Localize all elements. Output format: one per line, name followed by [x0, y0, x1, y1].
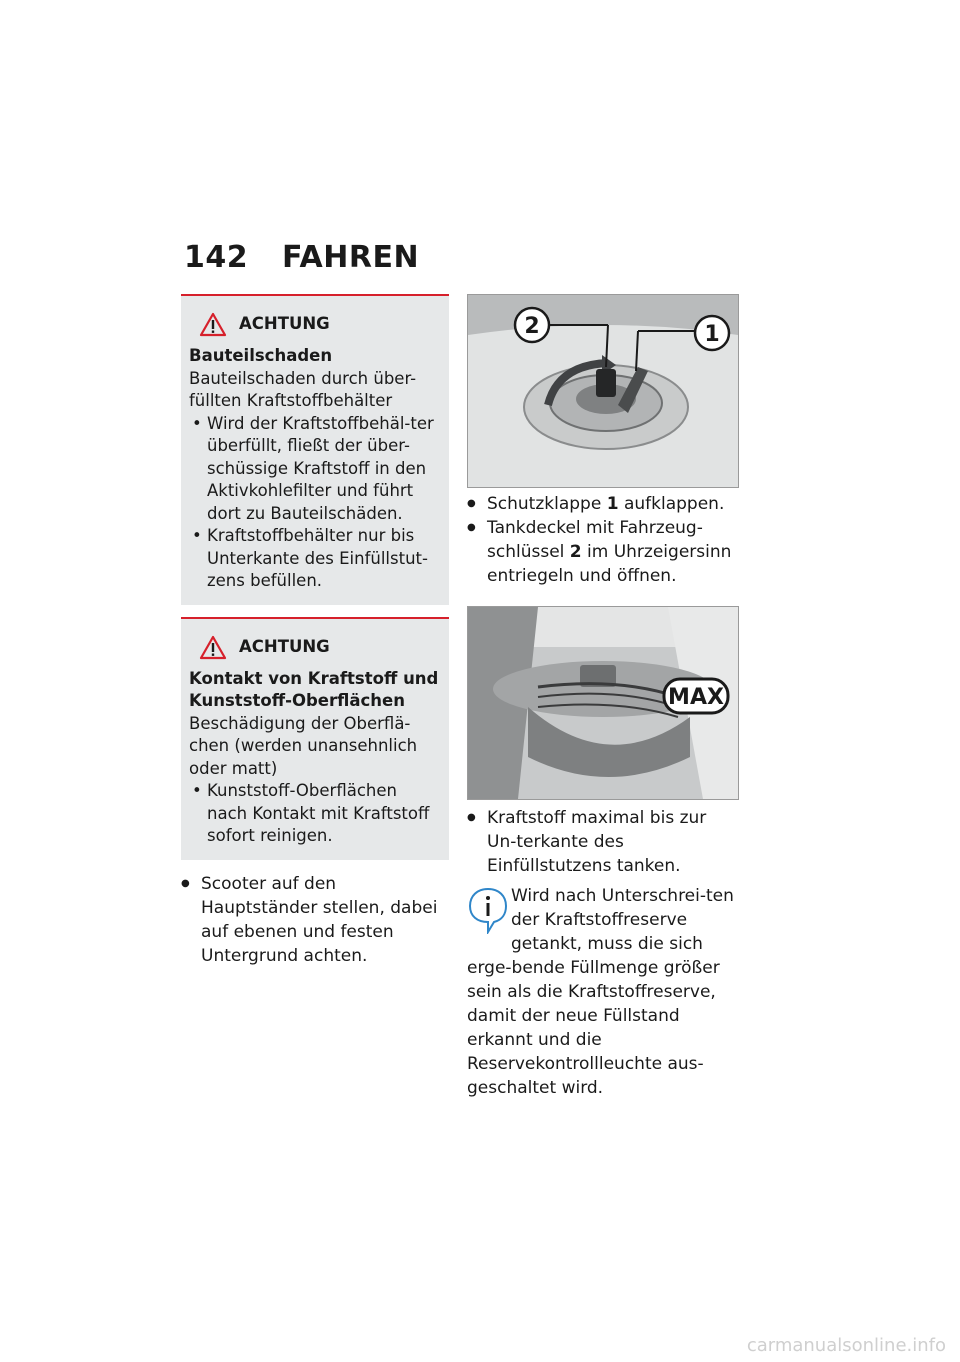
info-icon: [467, 886, 509, 934]
step-text: aufklappen.: [618, 494, 725, 514]
info-text: Wird nach Unterschrei-ten der Kraftstoffreserve getankt, muss die sich erge-bende Füllmenge größer sein als die Kraftstoffreserve, damit der neue Füllstand erkannt und die Reservekontrollleuchte aus-geschaltet wird.: [467, 886, 734, 1098]
left-steps: [181, 872, 449, 968]
step-item: ● Scooter auf den Hauptständer stellen, dabei auf ebenen und festen Untergrund achten.: [181, 872, 449, 968]
warning-title: ACHTUNG: [239, 636, 330, 656]
warning-bullets: [189, 780, 441, 848]
max-label: MAX: [668, 685, 724, 710]
warning-subtitle: Bauteilschaden: [189, 346, 333, 365]
warning-bullet: • Kunststoff-Oberflächen nach Kontakt mit Kraftstoff sofort reinigen.: [189, 780, 441, 848]
step-text: im Uhrzeigersinn entriegeln und öffnen.: [487, 542, 732, 586]
left-column: [181, 294, 449, 968]
warning-header: [199, 635, 441, 660]
callout-1: 1: [704, 322, 720, 347]
step-text: Schutzklappe: [487, 494, 607, 514]
section-title: FAHREN: [282, 240, 420, 275]
max-steps: [467, 806, 739, 878]
warning-description: Beschädigung der Oberflä-chen (werden unansehnlich oder matt): [189, 713, 418, 778]
step-item: ● Kraftstoff maximal bis zur Un-terkante des Einfüllstutzens tanken.: [467, 806, 739, 878]
warning-bullets: [189, 413, 441, 593]
warning-subtitle: Kontakt von Kraftstoff und Kunststoff-Oberflächen: [189, 668, 439, 710]
callout-2: 2: [524, 314, 540, 339]
warning-box: [181, 294, 449, 605]
fuel-level-figure: [467, 606, 739, 800]
footer-watermark: carmanualsonline.info: [746, 1335, 946, 1356]
warning-icon: [199, 635, 227, 660]
right-steps: [467, 492, 739, 588]
fuel-cap-figure: [467, 294, 739, 488]
step-item: [467, 492, 739, 516]
step-item: [467, 516, 739, 588]
step-text: Tankdeckel mit Fahrzeug-schlüssel: [487, 518, 703, 562]
warning-description: Bauteilschaden durch über-füllten Kraftstoffbehälter: [189, 368, 417, 410]
step-ref: 2: [569, 542, 582, 562]
warning-header: [199, 312, 441, 337]
page-number: 142: [184, 240, 249, 275]
info-note: [467, 884, 739, 1100]
page-header: [184, 240, 419, 275]
step-ref: 1: [606, 494, 619, 514]
warning-title: ACHTUNG: [239, 314, 330, 334]
right-column: [467, 294, 739, 1100]
warning-bullet: • Kraftstoffbehälter nur bis Unterkante des Einfüllstut-zens befüllen.: [189, 525, 441, 593]
warning-box: [181, 617, 449, 860]
warning-bullet: • Wird der Kraftstoffbehäl-ter überfüllt, fließt der über-schüssige Kraftstoff in den Aktivkohlefilter und führt dort zu Bauteilschäden.: [189, 413, 441, 526]
warning-icon: [199, 312, 227, 337]
